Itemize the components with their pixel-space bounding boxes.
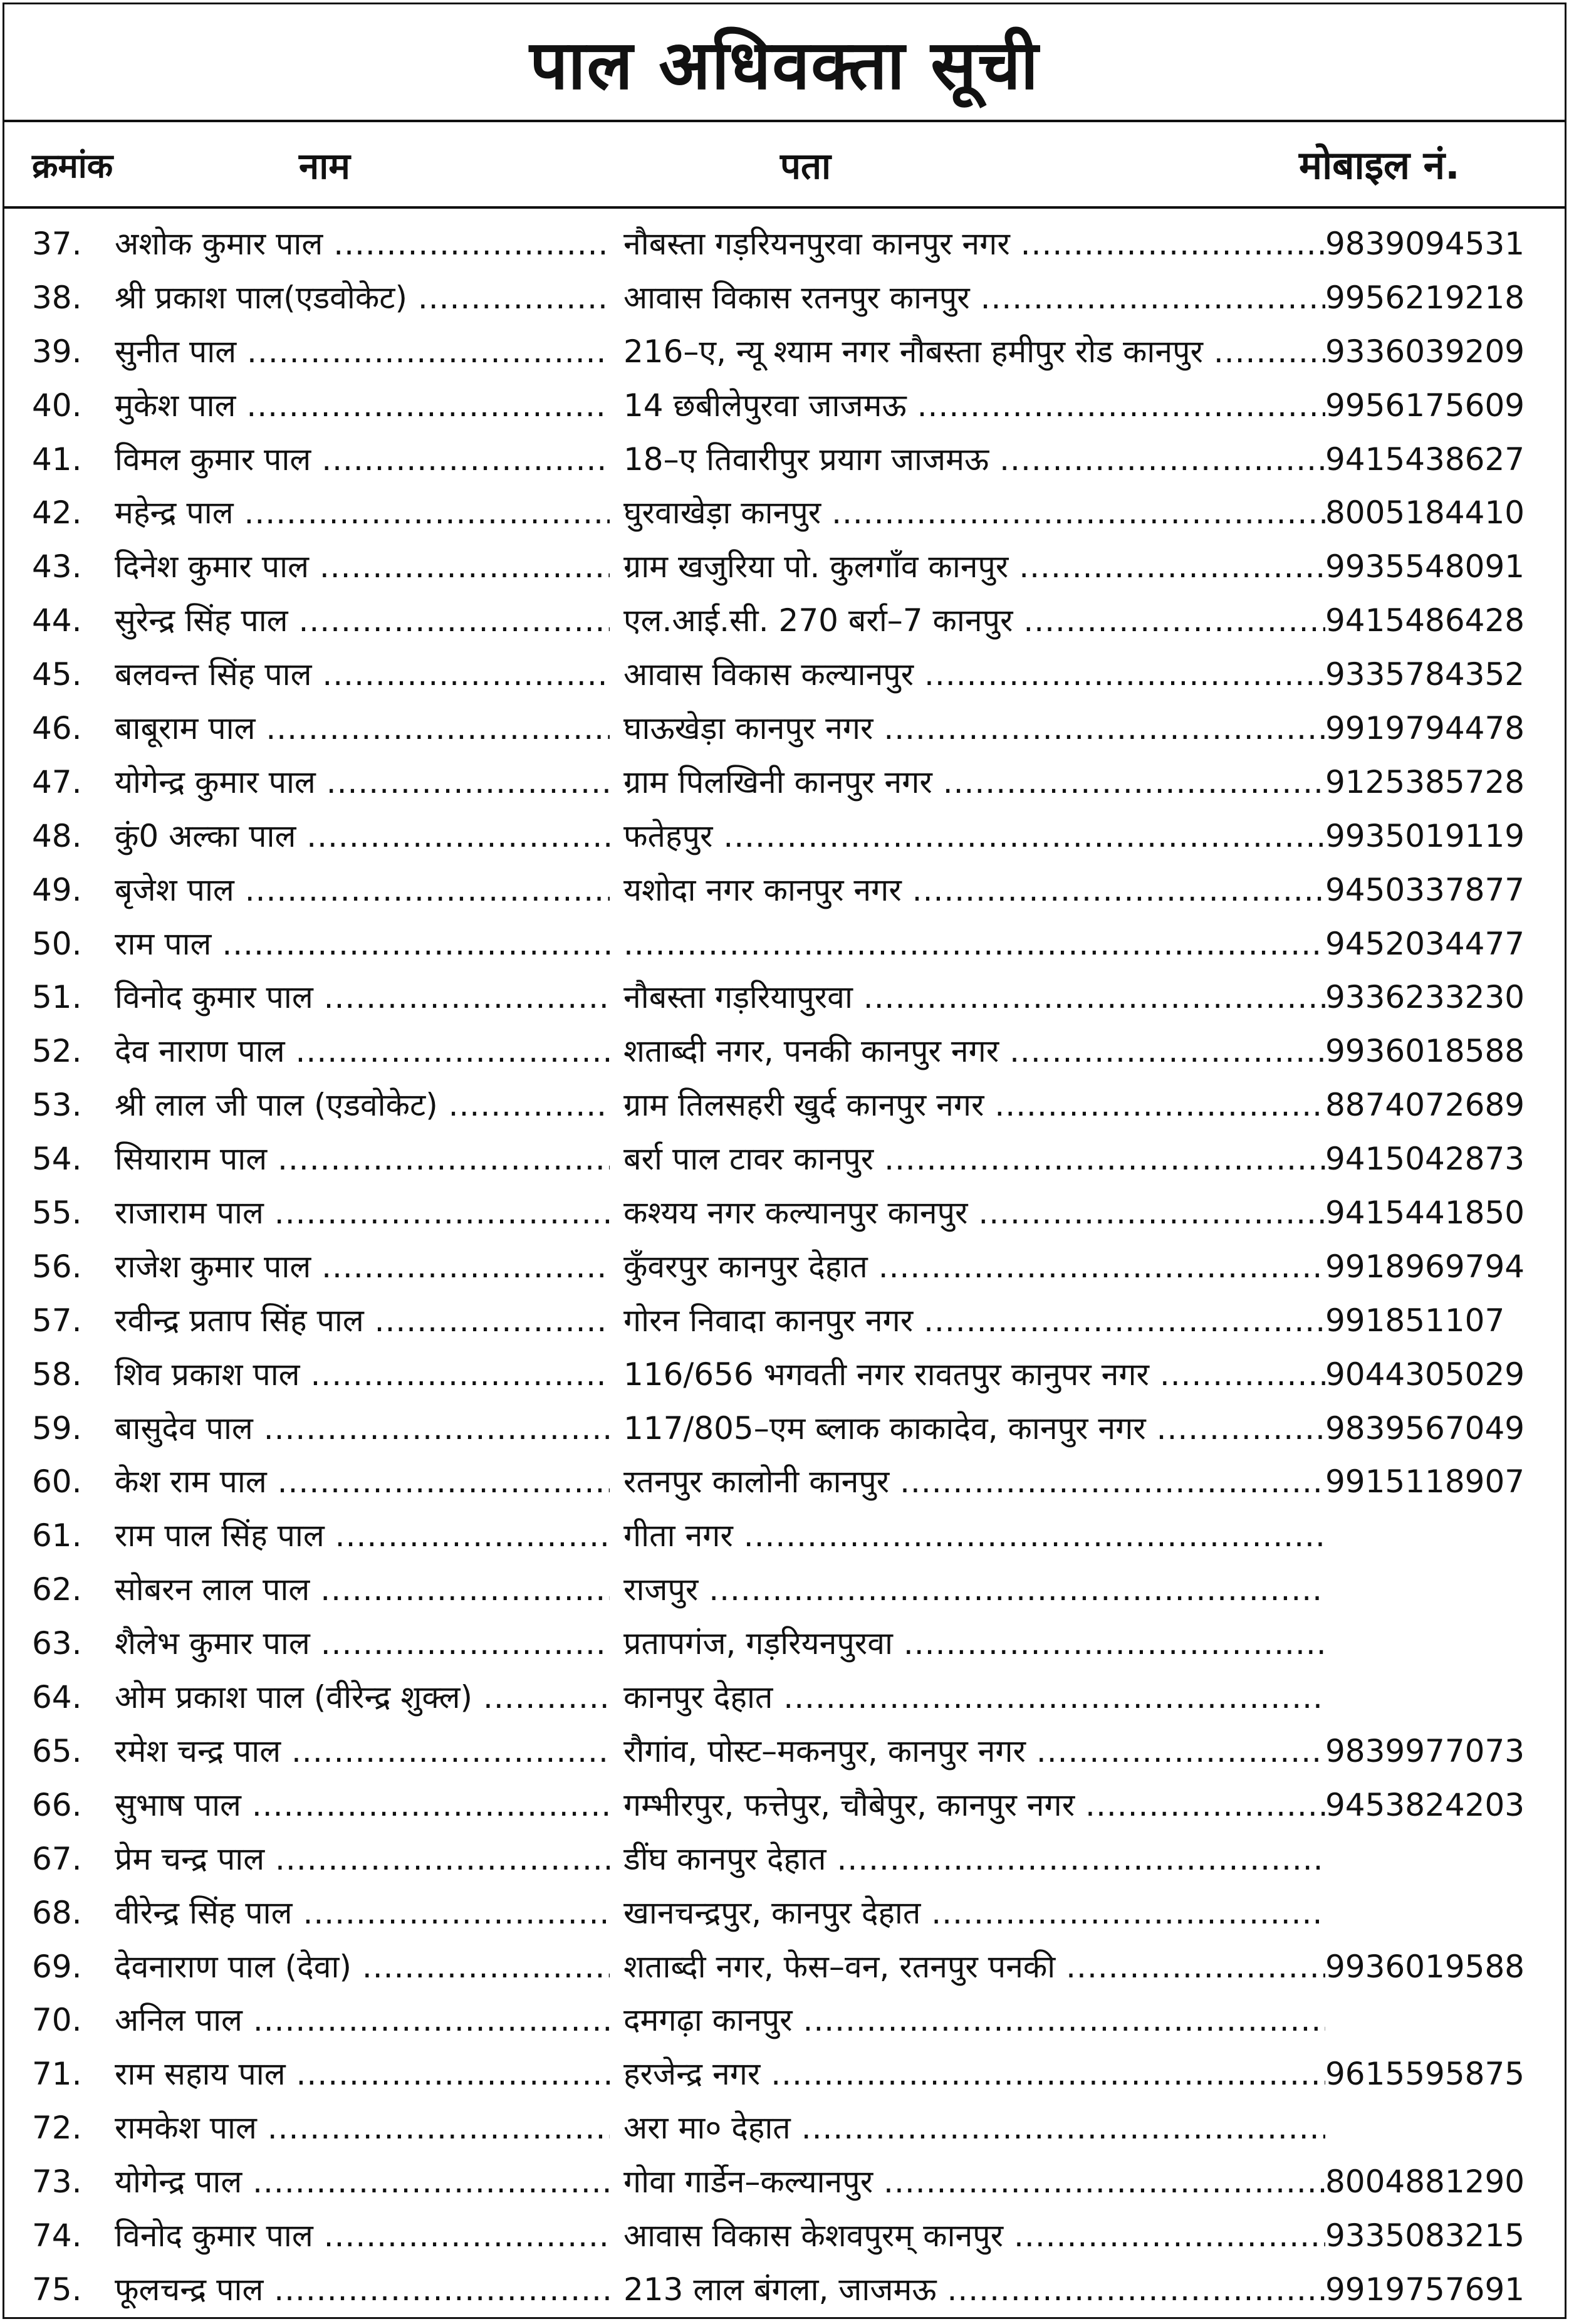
- mobile-number: 9956175609: [1325, 387, 1525, 424]
- list-item: [4, 2263, 1565, 2317]
- list-item: [4, 433, 1565, 487]
- advocate-name-cell: [115, 1887, 610, 1940]
- advocate-name-cell: [115, 864, 610, 918]
- address: शताब्दी नगर, फेस–वन, रतनपुर पनकी: [623, 1948, 1056, 1985]
- address-cell: [623, 971, 1325, 1025]
- advocate-name: योगेन्द्र पाल: [115, 2164, 242, 2201]
- serial-number: 38.: [32, 279, 82, 316]
- list-item: [4, 486, 1565, 540]
- advocate-name: फूलचन्द्र पाल: [115, 2271, 264, 2308]
- page-title: पाल अधिवक्ता सूची: [529, 26, 1040, 105]
- address-cell: [623, 433, 1325, 487]
- address-cell: [623, 540, 1325, 594]
- advocate-name-cell: [115, 2263, 610, 2317]
- advocate-list: [4, 209, 1565, 2317]
- advocate-name-cell: [115, 1725, 610, 1779]
- address-cell: [623, 648, 1325, 702]
- list-item: [4, 1402, 1565, 1456]
- address: घुरवाखेड़ा कानपुर: [623, 495, 821, 531]
- address-cell: [623, 594, 1325, 648]
- address: गोवा गार्डेन–कल्यानपुर: [623, 2164, 873, 2201]
- advocate-name-cell: [115, 2102, 610, 2155]
- address-cell: [623, 1940, 1325, 1994]
- list-item: [4, 2102, 1565, 2155]
- address: ग्राम तिलसहरी खुर्द कानपुर नगर: [623, 1087, 984, 1124]
- serial-number: 62.: [32, 1571, 82, 1608]
- address: एल.आई.सी. 270 बर्रा–7 कानपुर: [623, 602, 1013, 639]
- address: गोरन निवादा कानपुर नगर: [623, 1302, 914, 1339]
- mobile-number: [1325, 2102, 1563, 2155]
- advocate-name-cell: [115, 1186, 610, 1240]
- header-address: पता: [780, 144, 831, 187]
- list-item: [4, 1940, 1565, 1994]
- address: रतनपुर कालोनी कानपुर: [623, 1463, 890, 1500]
- serial-number: 45.: [32, 656, 82, 693]
- serial-number: 58.: [32, 1356, 82, 1393]
- mobile-number: 9336233230: [1325, 979, 1525, 1016]
- mobile-number: 9936019588: [1325, 1948, 1525, 1985]
- address: खानचन्द्रपुर, कानपुर देहात: [623, 1894, 921, 1931]
- address-cell: [623, 1563, 1325, 1617]
- address-cell: [623, 2048, 1325, 2102]
- advocate-name-cell: [115, 1294, 610, 1348]
- document-page: [3, 3, 1566, 2319]
- advocate-name: वीरेन्द्र सिंह पाल: [115, 1894, 293, 1931]
- serial-number: 60.: [32, 1463, 82, 1500]
- address: प्रतापगंज, गड़रियनपुरवा: [623, 1625, 893, 1662]
- advocate-name: रवीन्द्र प्रताप सिंह पाल: [115, 1302, 364, 1339]
- header-mobile: मोबाइल नं.: [1299, 142, 1460, 188]
- serial-number: 43.: [32, 548, 82, 585]
- serial-number: 53.: [32, 1087, 82, 1124]
- advocate-name: शैलेभ कुमार पाल: [115, 1625, 310, 1662]
- list-item: [4, 1348, 1565, 1402]
- address-cell: [623, 1079, 1325, 1133]
- list-item: [4, 271, 1565, 325]
- advocate-name: श्री लाल जी पाल (एडवोकेट): [115, 1087, 438, 1124]
- mobile-number: 9335083215: [1325, 2217, 1525, 2254]
- advocate-name-cell: [115, 1779, 610, 1833]
- address-cell: [623, 1509, 1325, 1563]
- advocate-name-cell: [115, 1079, 610, 1133]
- advocate-name-cell: [115, 486, 610, 540]
- mobile-number: [1325, 1563, 1563, 1617]
- advocate-name-cell: [115, 594, 610, 648]
- serial-number: 52.: [32, 1033, 82, 1070]
- mobile-number: 9915118907: [1325, 1463, 1525, 1500]
- advocate-name-cell: [115, 325, 610, 379]
- advocate-name: राम पाल: [115, 925, 212, 962]
- address: आवास विकास रतनपुर कानपुर: [623, 279, 970, 316]
- advocate-name-cell: [115, 648, 610, 702]
- address-cell: [623, 379, 1325, 433]
- advocate-name-cell: [115, 1402, 610, 1456]
- address-cell: [623, 2102, 1325, 2155]
- list-item: [4, 217, 1565, 271]
- address: कश्यय नगर कल्यानपुर कानपुर: [623, 1195, 968, 1232]
- mobile-number: 9839977073: [1325, 1732, 1525, 1769]
- address-cell: [623, 864, 1325, 918]
- serial-number: 70.: [32, 2002, 82, 2039]
- list-item: [4, 540, 1565, 594]
- address: कुँवरपुर कानपुर देहात: [623, 1248, 868, 1285]
- list-item: [4, 379, 1565, 433]
- mobile-number: 9956219218: [1325, 279, 1525, 316]
- serial-number: 40.: [32, 387, 82, 424]
- list-item: [4, 2048, 1565, 2102]
- list-item: [4, 2155, 1565, 2209]
- address-cell: [623, 1348, 1325, 1402]
- advocate-name-cell: [115, 2048, 610, 2102]
- serial-number: 63.: [32, 1625, 82, 1662]
- mobile-number: 8005184410: [1325, 495, 1525, 531]
- address-cell: [623, 1455, 1325, 1509]
- serial-number: 71.: [32, 2056, 82, 2093]
- address-cell: [623, 2209, 1325, 2263]
- serial-number: 51.: [32, 979, 82, 1016]
- advocate-name-cell: [115, 379, 610, 433]
- address: दमगढ़ा कानपुर: [623, 2002, 793, 2039]
- address-cell: [623, 1025, 1325, 1079]
- advocate-name: मुकेश पाल: [115, 387, 236, 424]
- address-cell: [623, 325, 1325, 379]
- mobile-number: 9936018588: [1325, 1033, 1525, 1070]
- advocate-name-cell: [115, 1994, 610, 2048]
- list-item: [4, 1833, 1565, 1887]
- advocate-name: श्री प्रकाश पाल(एडवोकेट): [115, 279, 407, 316]
- advocate-name: देवनाराण पाल (देवा): [115, 1948, 352, 1985]
- address: घाऊखेड़ा कानपुर नगर: [623, 710, 873, 747]
- address: शताब्दी नगर, पनकी कानपुर नगर: [623, 1033, 999, 1070]
- mobile-number: 9615595875: [1325, 2056, 1525, 2093]
- advocate-name: प्रेम चन्द्र पाल: [115, 1840, 265, 1877]
- mobile-number: 991851107: [1325, 1302, 1505, 1339]
- address-cell: [623, 1833, 1325, 1887]
- advocate-name: विनोद कुमार पाल: [115, 2217, 313, 2254]
- serial-number: 42.: [32, 495, 82, 531]
- advocate-name-cell: [115, 433, 610, 487]
- advocate-name: सुभाष पाल: [115, 1786, 241, 1823]
- address-cell: [623, 217, 1325, 271]
- address-cell: [623, 702, 1325, 756]
- mobile-number: [1325, 1671, 1563, 1725]
- advocate-name: देव नाराण पाल: [115, 1033, 285, 1070]
- advocate-name-cell: [115, 1671, 610, 1725]
- serial-number: 47.: [32, 763, 82, 800]
- address-cell: [623, 918, 1325, 971]
- address-cell: [623, 1617, 1325, 1671]
- serial-number: 66.: [32, 1786, 82, 1823]
- mobile-number: [1325, 1887, 1563, 1940]
- address: ग्राम पिलखिनी कानपुर नगर: [623, 763, 932, 800]
- advocate-name-cell: [115, 1563, 610, 1617]
- address-cell: [623, 810, 1325, 864]
- advocate-name-cell: [115, 1617, 610, 1671]
- advocate-name: सोबरन लाल पाल: [115, 1571, 310, 1608]
- serial-number: 50.: [32, 925, 82, 962]
- address-cell: [623, 2155, 1325, 2209]
- address-cell: [623, 486, 1325, 540]
- advocate-name: बासुदेव पाल: [115, 1410, 253, 1447]
- serial-number: 55.: [32, 1195, 82, 1232]
- list-item: [4, 2209, 1565, 2263]
- advocate-name-cell: [115, 1133, 610, 1186]
- advocate-name: केश राम पाल: [115, 1463, 267, 1500]
- mobile-number: 9452034477: [1325, 925, 1525, 962]
- advocate-name-cell: [115, 1025, 610, 1079]
- serial-number: 48.: [32, 817, 82, 854]
- serial-number: 59.: [32, 1410, 82, 1447]
- advocate-name: बाबूराम पाल: [115, 710, 256, 747]
- advocate-name: बलवन्त सिंह पाल: [115, 656, 312, 693]
- serial-number: 72.: [32, 2110, 82, 2147]
- list-item: [4, 918, 1565, 971]
- serial-number: 61.: [32, 1517, 82, 1554]
- address-cell: [623, 1240, 1325, 1294]
- list-item: [4, 1240, 1565, 1294]
- list-item: [4, 325, 1565, 379]
- advocate-name-cell: [115, 540, 610, 594]
- address: आवास विकास कल्यानपुर: [623, 656, 914, 693]
- advocate-name: सियाराम पाल: [115, 1141, 268, 1178]
- serial-number: 73.: [32, 2164, 82, 2201]
- list-item: [4, 1779, 1565, 1833]
- mobile-number: [1325, 1509, 1563, 1563]
- advocate-name: विनोद कुमार पाल: [115, 979, 313, 1016]
- address: कानपुर देहात: [623, 1679, 773, 1716]
- address: 117/805–एम ब्लाक काकादेव, कानपुर नगर: [623, 1410, 1146, 1447]
- mobile-number: 9336039209: [1325, 333, 1525, 370]
- address-cell: [623, 1994, 1325, 2048]
- serial-number: 46.: [32, 710, 82, 747]
- address: 216–ए, न्यू श्याम नगर नौबस्ता हमीपुर रोड कानपुर: [623, 333, 1203, 370]
- advocate-name: सुनीत पाल: [115, 333, 237, 370]
- address-cell: [623, 1887, 1325, 1940]
- list-item: [4, 1186, 1565, 1240]
- mobile-number: 9839094531: [1325, 226, 1525, 262]
- serial-number: 49.: [32, 871, 82, 908]
- address-cell: [623, 1402, 1325, 1456]
- address-cell: [623, 2263, 1325, 2317]
- mobile-number: 9450337877: [1325, 871, 1525, 908]
- address: रौगांव, पोस्ट–मकनपुर, कानपुर नगर: [623, 1732, 1026, 1769]
- address: 213 लाल बंगला, जाजमऊ: [623, 2271, 937, 2308]
- serial-number: 64.: [32, 1679, 82, 1716]
- mobile-number: 9839567049: [1325, 1410, 1525, 1447]
- list-item: [4, 648, 1565, 702]
- mobile-number: 9125385728: [1325, 763, 1525, 800]
- serial-number: 39.: [32, 333, 82, 370]
- list-item: [4, 1079, 1565, 1133]
- advocate-name: महेन्द्र पाल: [115, 495, 234, 531]
- advocate-name: राम पाल सिंह पाल: [115, 1517, 325, 1554]
- advocate-name-cell: [115, 2155, 610, 2209]
- advocate-name-cell: [115, 971, 610, 1025]
- list-item: [4, 1725, 1565, 1779]
- advocate-name: सुरेन्द्र सिंह पाल: [115, 602, 288, 639]
- advocate-name: राजेश कुमार पाल: [115, 1248, 311, 1285]
- list-item: [4, 971, 1565, 1025]
- address: अरा मा० देहात: [623, 2110, 791, 2147]
- address-cell: [623, 1133, 1325, 1186]
- advocate-name: ओम प्रकाश पाल (वीरेन्द्र शुक्ल): [115, 1679, 473, 1716]
- mobile-number: 9935019119: [1325, 817, 1525, 854]
- advocate-name: शिव प्रकाश पाल: [115, 1356, 300, 1393]
- mobile-number: [1325, 1994, 1563, 2048]
- advocate-name-cell: [115, 756, 610, 810]
- serial-number: 68.: [32, 1894, 82, 1931]
- address: गम्भीरपुर, फत्तेपुर, चौबेपुर, कानपुर नगर: [623, 1786, 1075, 1823]
- address: यशोदा नगर कानपुर नगर: [623, 871, 902, 908]
- mobile-number: 9335784352: [1325, 656, 1525, 693]
- list-item: [4, 1455, 1565, 1509]
- mobile-number: 9415486428: [1325, 602, 1525, 639]
- mobile-number: 9044305029: [1325, 1356, 1525, 1393]
- address: डींघ कानपुर देहात: [623, 1840, 826, 1877]
- advocate-name: अनिल पाल: [115, 2002, 242, 2039]
- list-item: [4, 594, 1565, 648]
- list-item: [4, 1994, 1565, 2048]
- header-serial: क्रमांक: [32, 146, 113, 186]
- advocate-name: रामकेश पाल: [115, 2110, 257, 2147]
- address: ग्राम खजुरिया पो. कुलगाँव कानपुर: [623, 548, 1009, 585]
- serial-number: 54.: [32, 1141, 82, 1178]
- advocate-name-cell: [115, 1509, 610, 1563]
- address: राजपुर: [623, 1571, 699, 1608]
- address-cell: [623, 1671, 1325, 1725]
- serial-number: 56.: [32, 1248, 82, 1285]
- list-item: [4, 702, 1565, 756]
- serial-number: 41.: [32, 441, 82, 478]
- serial-number: 65.: [32, 1732, 82, 1769]
- mobile-number: 9919757691: [1325, 2271, 1525, 2308]
- advocate-name-cell: [115, 1940, 610, 1994]
- advocate-name-cell: [115, 1240, 610, 1294]
- mobile-number: 8004881290: [1325, 2164, 1525, 2201]
- serial-number: 74.: [32, 2217, 82, 2254]
- mobile-number: 8874072689: [1325, 1087, 1525, 1124]
- address: हरजेन्द्र नगर: [623, 2056, 761, 2093]
- advocate-name: कुं0 अल्का पाल: [115, 817, 296, 854]
- address: 14 छबीलेपुरवा जाजमऊ: [623, 387, 907, 424]
- advocate-name-cell: [115, 1348, 610, 1402]
- address-cell: [623, 1779, 1325, 1833]
- advocate-name-cell: [115, 918, 610, 971]
- advocate-name: राजाराम पाल: [115, 1195, 264, 1232]
- advocate-name: बृजेश पाल: [115, 871, 234, 908]
- address-cell: [623, 756, 1325, 810]
- address-cell: [623, 1186, 1325, 1240]
- address: नौबस्ता गड़रियापुरवा: [623, 979, 853, 1016]
- address: 116/656 भगवती नगर रावतपुर कानुपर नगर: [623, 1356, 1149, 1393]
- advocate-name-cell: [115, 2209, 610, 2263]
- mobile-number: 9919794478: [1325, 710, 1525, 747]
- advocate-name-cell: [115, 702, 610, 756]
- address: 18–ए तिवारीपुर प्रयाग जाजमऊ: [623, 441, 989, 478]
- advocate-name: राम सहाय पाल: [115, 2056, 286, 2093]
- mobile-number: 9415042873: [1325, 1141, 1525, 1178]
- advocate-name: रमेश चन्द्र पाल: [115, 1732, 281, 1769]
- advocate-name-cell: [115, 217, 610, 271]
- serial-number: 67.: [32, 1840, 82, 1877]
- serial-number: 69.: [32, 1948, 82, 1985]
- mobile-number: 9935548091: [1325, 548, 1525, 585]
- advocate-name-cell: [115, 1833, 610, 1887]
- advocate-name: विमल कुमार पाल: [115, 441, 311, 478]
- mobile-number: 9415441850: [1325, 1195, 1525, 1232]
- list-item: [4, 1671, 1565, 1725]
- mobile-number: 9415438627: [1325, 441, 1525, 478]
- address: आवास विकास केशवपुरम् कानपुर: [623, 2217, 1004, 2254]
- serial-number: 57.: [32, 1302, 82, 1339]
- title-bar: [4, 4, 1565, 122]
- list-item: [4, 864, 1565, 918]
- address: गीता नगर: [623, 1517, 733, 1554]
- list-item: [4, 1133, 1565, 1186]
- table-header: [4, 122, 1565, 209]
- mobile-number: 9918969794: [1325, 1248, 1525, 1285]
- address: बर्रा पाल टावर कानपुर: [623, 1141, 874, 1178]
- advocate-name-cell: [115, 1455, 610, 1509]
- list-item: [4, 1509, 1565, 1563]
- mobile-number: [1325, 1833, 1563, 1887]
- address: नौबस्ता गड़रियनपुरवा कानपुर नगर: [623, 226, 1010, 262]
- advocate-name: अशोक कुमार पाल: [115, 226, 323, 262]
- advocate-name: योगेन्द्र कुमार पाल: [115, 763, 316, 800]
- advocate-name-cell: [115, 271, 610, 325]
- address-cell: [623, 1294, 1325, 1348]
- serial-number: 75.: [32, 2271, 82, 2308]
- list-item: [4, 810, 1565, 864]
- serial-number: 44.: [32, 602, 82, 639]
- list-item: [4, 1887, 1565, 1940]
- address-cell: [623, 271, 1325, 325]
- list-item: [4, 756, 1565, 810]
- advocate-name-cell: [115, 810, 610, 864]
- list-item: [4, 1025, 1565, 1079]
- mobile-number: [1325, 1617, 1563, 1671]
- serial-number: 37.: [32, 226, 82, 262]
- address: फतेहपुर: [623, 817, 713, 854]
- list-item: [4, 1617, 1565, 1671]
- advocate-name: दिनेश कुमार पाल: [115, 548, 309, 585]
- header-name: नाम: [299, 144, 350, 187]
- list-item: [4, 1294, 1565, 1348]
- list-item: [4, 1563, 1565, 1617]
- mobile-number: 9453824203: [1325, 1786, 1525, 1823]
- address-cell: [623, 1725, 1325, 1779]
